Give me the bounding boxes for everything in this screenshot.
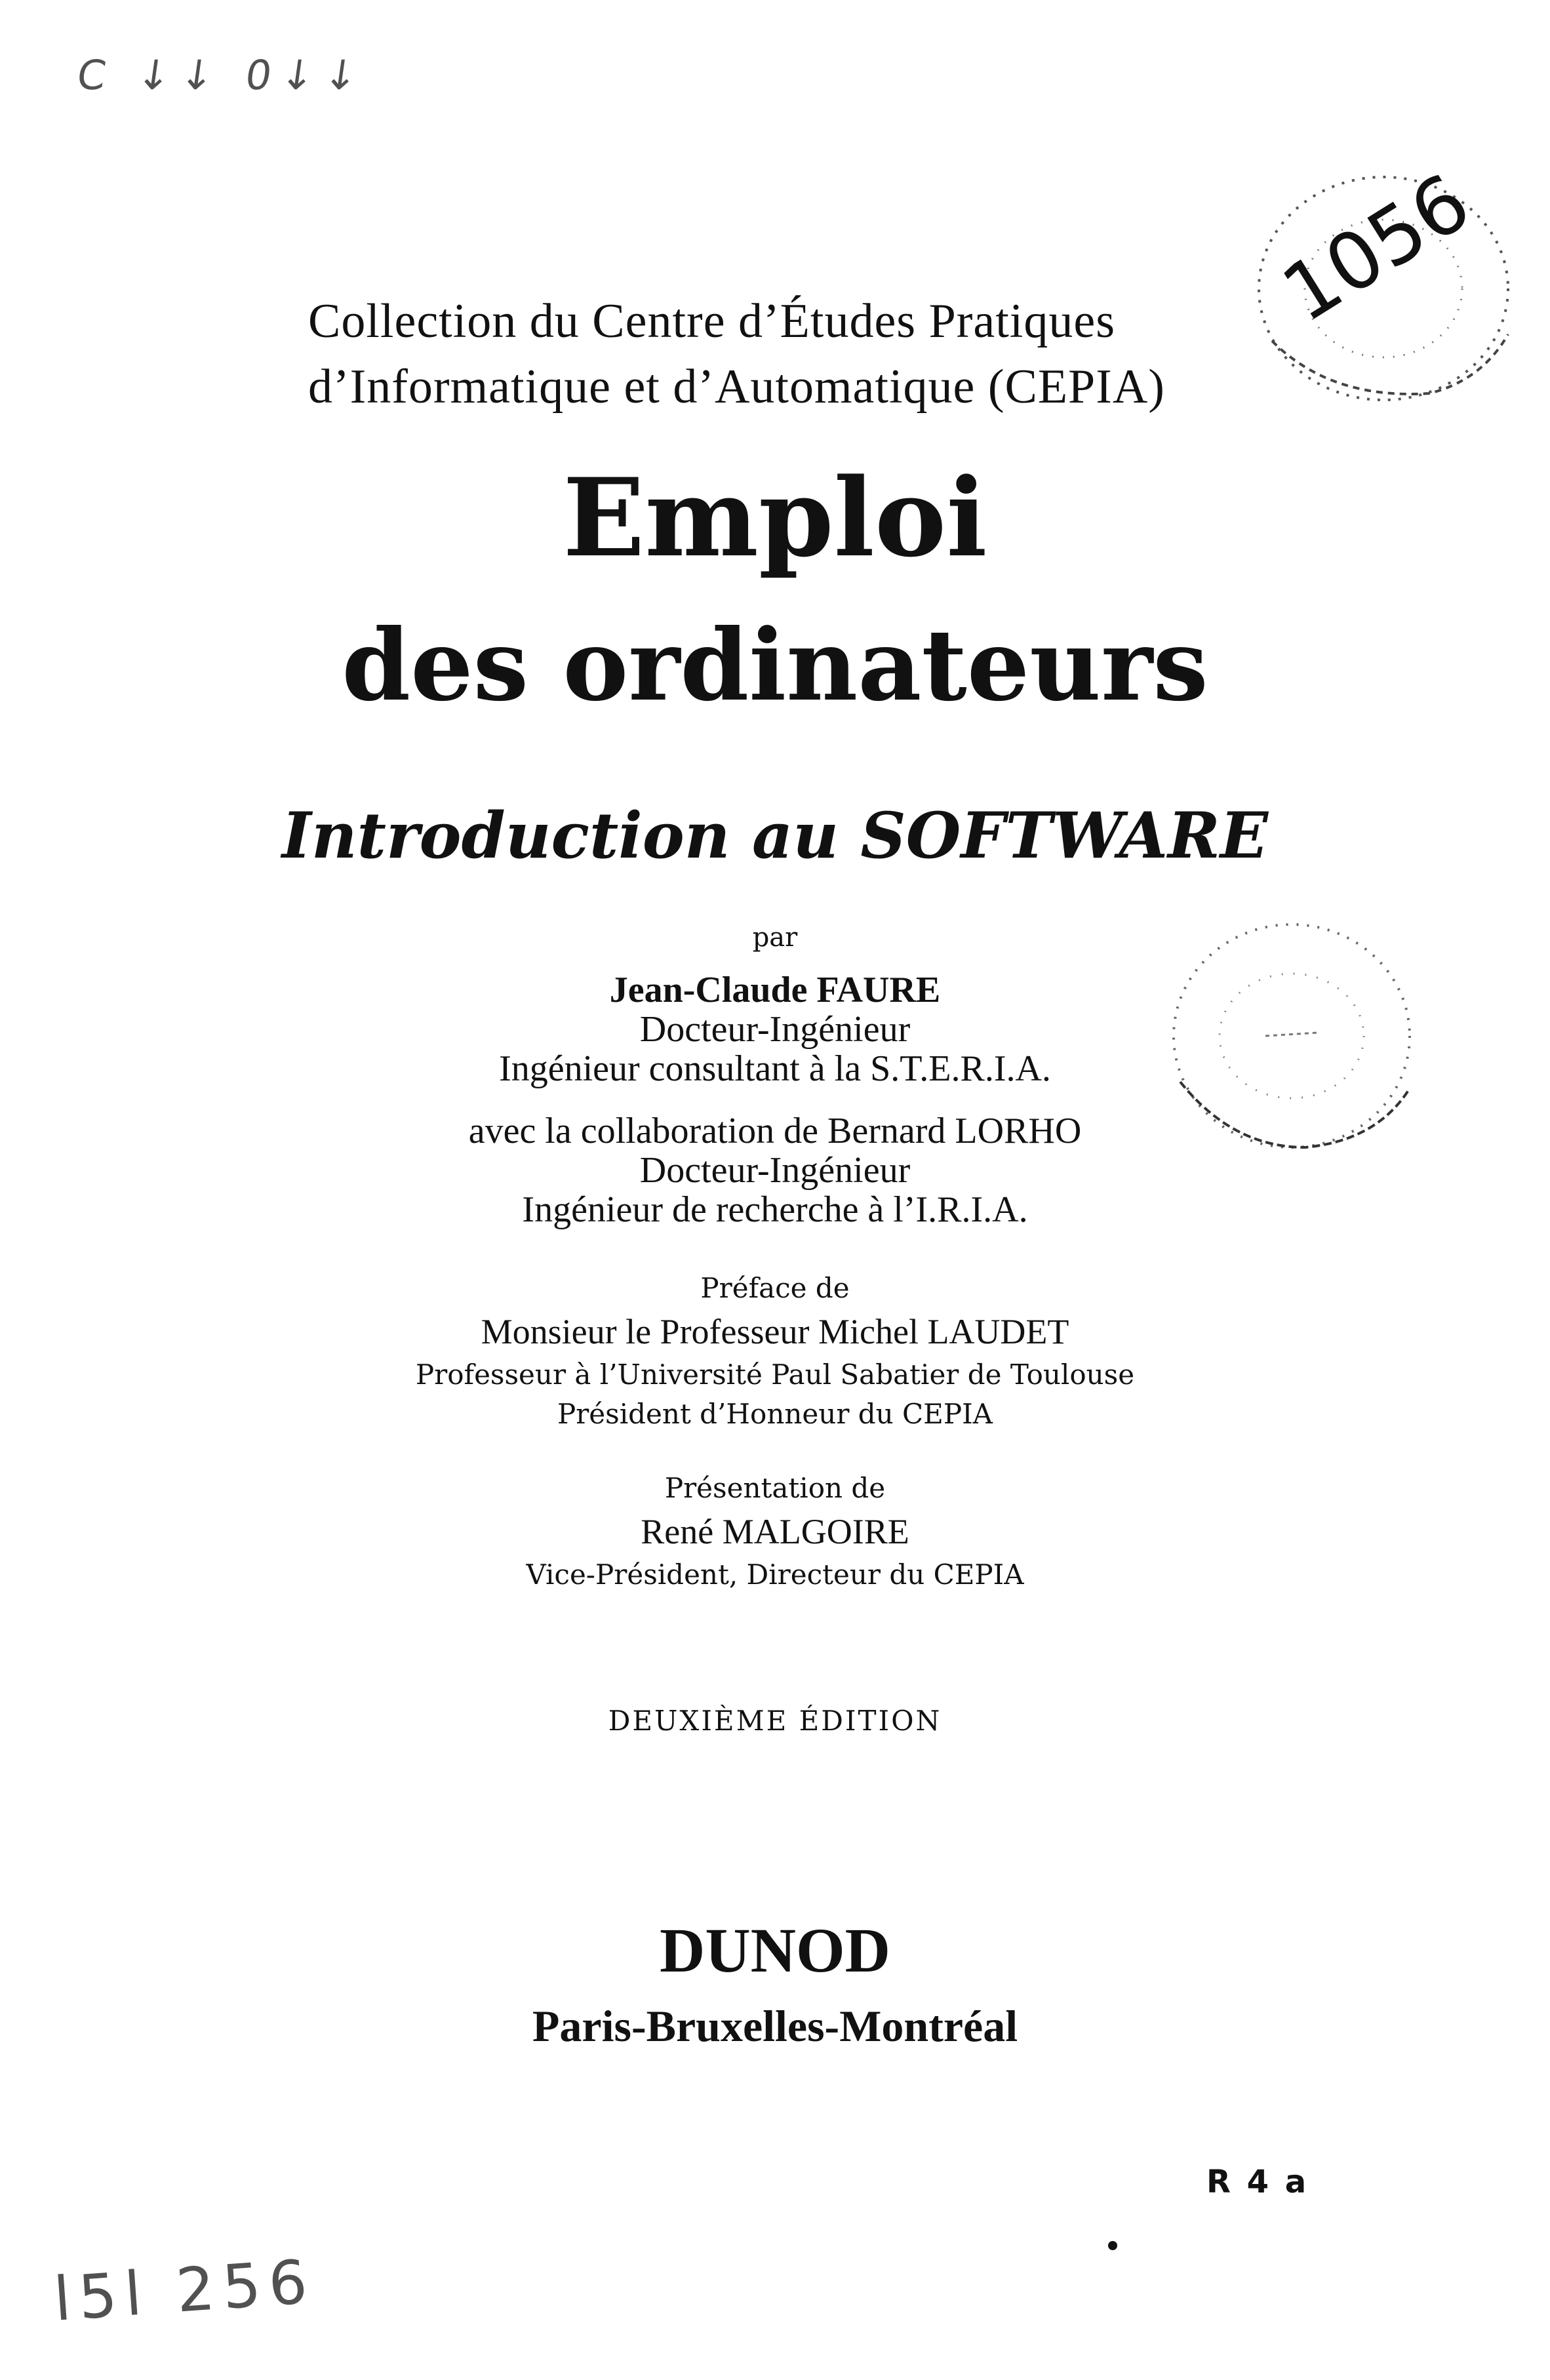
handwritten-shelfmark-bottom: l5l 256 — [51, 2246, 317, 2335]
presentation-role: Vice-Président, Directeur du CEPIA — [526, 1558, 1024, 1591]
publisher-name: DUNOD — [660, 1915, 890, 1985]
presentation-label: Présentation de — [664, 1472, 886, 1504]
publisher-cities: Paris-Bruxelles-Montréal — [532, 2001, 1018, 2051]
library-stamp-top — [1233, 144, 1534, 433]
par-label: par — [752, 922, 798, 953]
preface-role-2: Président d’Honneur du CEPIA — [557, 1398, 993, 1430]
book-subtitle: Introduction au SOFTWARE — [281, 799, 1269, 873]
presentation-block — [0, 1469, 1550, 1595]
book-title-line-1: Emploi — [563, 454, 987, 581]
edition-label: DEUXIÈME ÉDITION — [608, 1705, 942, 1737]
preface-role-1: Professeur à l’Université Paul Sabatier de Toulouse — [415, 1359, 1135, 1391]
collaborator-degree: Docteur-Ingénieur — [639, 1150, 911, 1191]
handwritten-stamp-number: 1056 — [1267, 157, 1486, 340]
handwritten-shelfmark-top: C ↓↓ 0↓↓ — [73, 51, 371, 99]
collaborator-role: Ingénieur de recherche à l’I.R.I.A. — [522, 1189, 1028, 1230]
collection-title: Collection du Centre d’Études Pratiques d’Informatique et d’Automatique (CEPIA) — [308, 294, 1165, 414]
author-block — [0, 970, 1550, 1088]
book-title-line-2: des ordinateurs — [342, 608, 1208, 723]
author-role: Ingénieur consultant à la S.T.E.R.I.A. — [499, 1048, 1051, 1089]
ink-dot — [1108, 2241, 1117, 2250]
collaborator-line: avec la collaboration de Bernard LORHO — [468, 1111, 1082, 1151]
reference-code: R 4 a — [1206, 2164, 1309, 2200]
collaborator-block — [0, 1111, 1550, 1229]
preface-block — [0, 1269, 1550, 1434]
preface-author: Monsieur le Professeur Michel LAUDET — [481, 1312, 1069, 1351]
preface-label: Préface de — [700, 1272, 850, 1304]
author-name: Jean-Claude FAURE — [609, 970, 941, 1010]
author-degree: Docteur-Ingénieur — [639, 1009, 911, 1050]
presentation-author: René MALGOIRE — [641, 1512, 909, 1551]
